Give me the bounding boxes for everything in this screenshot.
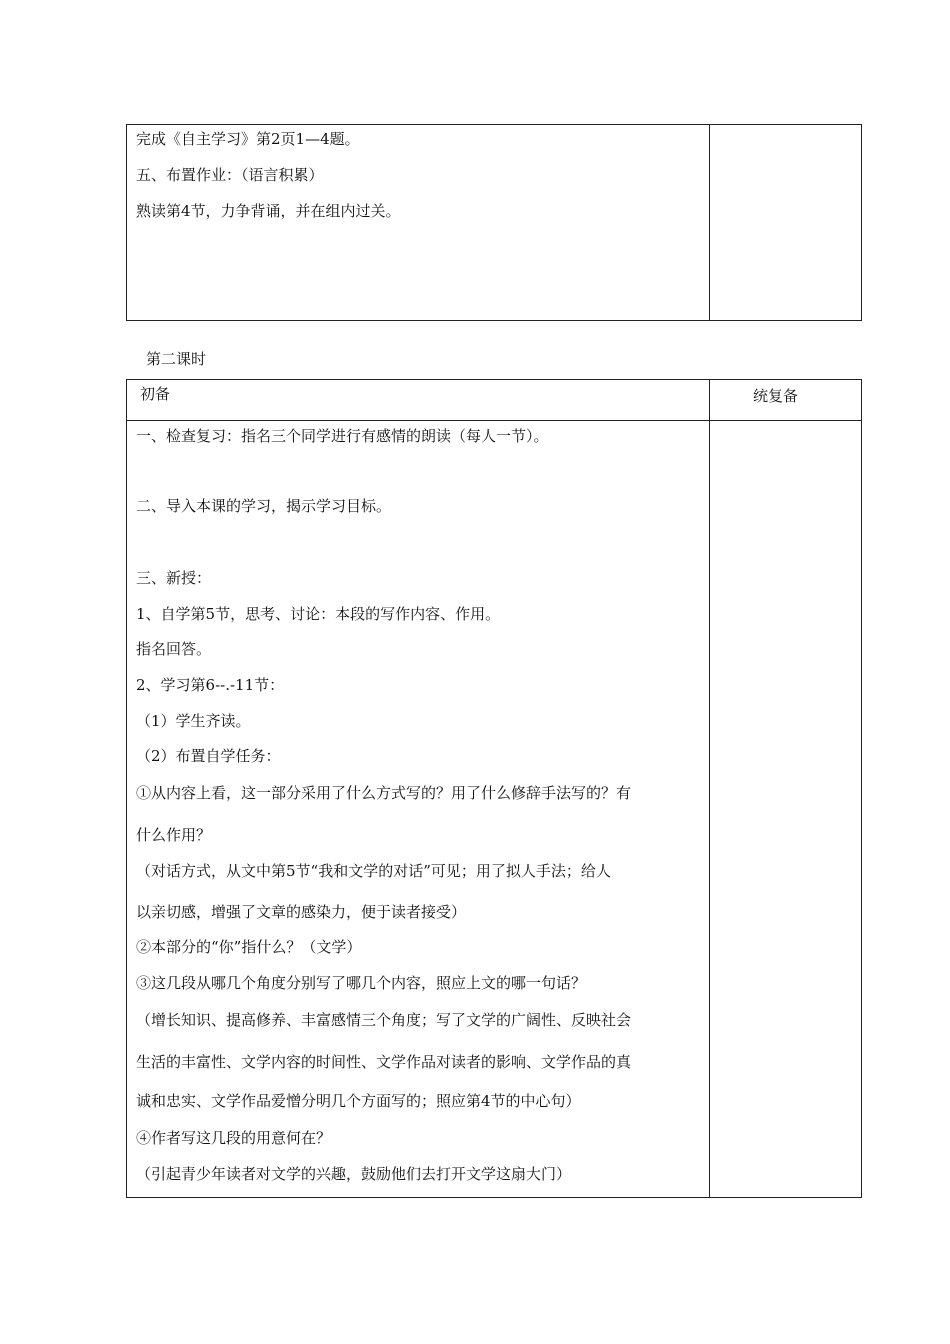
lesson-line: ③这几段从哪几个角度分别写了哪几个内容，照应上文的哪一句话？ (136, 974, 587, 992)
header-review-prep: 统复备 (753, 387, 799, 405)
lesson-line: 三、新授： (136, 569, 212, 587)
lesson-line: ①从内容上看，这一部分采用了什么方式写的？用了什么修辞手法写的？有 (136, 784, 632, 802)
table1-line-1: 完成《自主学习》第2页1—4题。 (136, 130, 360, 148)
homework-table (126, 124, 862, 321)
lesson-line: 指名回答。 (136, 640, 212, 658)
lesson-line: 诚和忠实、文学作品爱憎分明几个方面写的；照应第4节的中心句） (136, 1092, 581, 1110)
lesson-line: （引起青少年读者对文学的兴趣，鼓励他们去打开文学这扇大门） (136, 1165, 572, 1183)
lesson-line: 二、导入本课的学习，揭示学习目标。 (136, 497, 392, 515)
header-initial-prep: 初备 (140, 385, 171, 403)
table1-line-3: 熟读第4节，力争背诵，并在组内过关。 (136, 202, 401, 220)
section-title: 第二课时 (146, 350, 207, 368)
lesson-line: （2）布置自学任务： (136, 747, 281, 765)
header-divider (127, 420, 861, 421)
lesson-line: 2、学习第6--.-11节： (136, 676, 285, 694)
lesson-plan-table (126, 379, 862, 1198)
lesson-line: 1、自学第5节，思考、讨论：本段的写作内容、作用。 (136, 605, 501, 623)
lesson-line: （增长知识、提高修养、丰富感情三个角度；写了文学的广阔性、反映社会 (136, 1011, 632, 1029)
lesson-line: ②本部分的“你”指什么？（文学） (136, 938, 362, 956)
column-divider (709, 125, 710, 320)
lesson-line: （1）学生齐读。 (136, 712, 251, 730)
lesson-line: ④作者写这几段的用意何在？ (136, 1129, 332, 1147)
column-divider (709, 380, 710, 1197)
lesson-line: 什么作用？ (136, 826, 212, 844)
table1-line-2: 五、布置作业：（语言积累） (136, 166, 324, 184)
lesson-line: （对话方式，从文中第5节“我和文学的对话”可见；用了拟人手法；给人 (136, 862, 611, 880)
lesson-line: 以亲切感，增强了文章的感染力，便于读者接受） (136, 903, 467, 921)
lesson-line: 一、检查复习：指名三个同学进行有感情的朗读（每人一节）。 (136, 427, 549, 445)
lesson-line: 生活的丰富性、文学内容的时间性、文学作品对读者的影响、文学作品的真 (136, 1053, 632, 1071)
